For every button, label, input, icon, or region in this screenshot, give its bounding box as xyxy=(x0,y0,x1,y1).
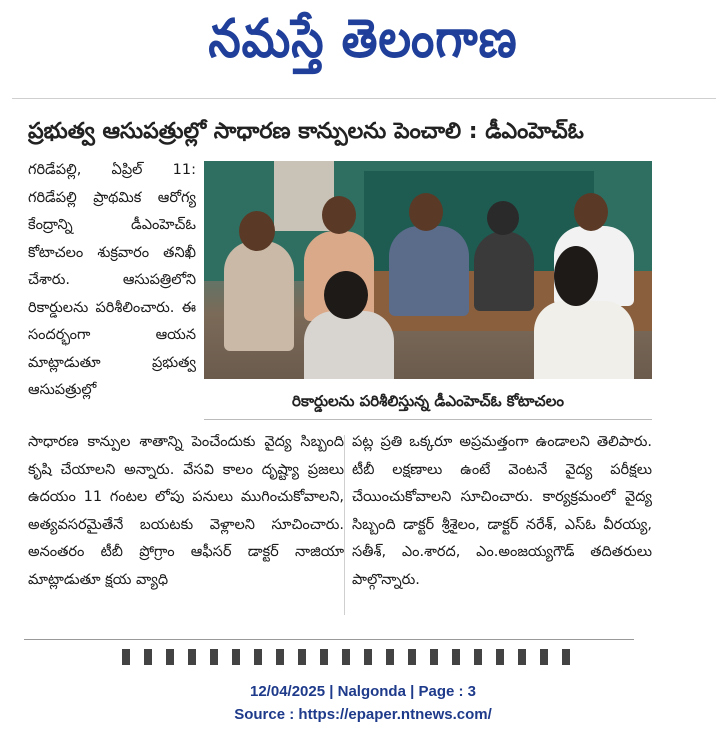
article-headline: ప్రభుత్వ ఆసుపత్రుల్లో సాధారణ కాన్పులను పెంచాలి : డీఎంహెచ్ఓ xyxy=(28,119,584,144)
masthead xyxy=(0,0,726,90)
photo-caption: రికార్డులను పరిశీలిస్తున్న డీఎంహెచ్ఓ కోటాచలం xyxy=(204,383,652,420)
article-lead-column xyxy=(28,157,196,405)
footer-date-edition: 12/04/2025 | Nalgonda | Page : 3 xyxy=(250,683,476,700)
article-body-left xyxy=(28,429,344,594)
clipping-footer xyxy=(0,680,726,726)
footer-source: Source : https://epaper.ntnews.com/ xyxy=(234,706,492,723)
article-lead: గరిడేపల్లి, ఏప్రిల్ 11: గరిడేపల్లి ప్రాథమిక ఆరోగ్య కేంద్రాన్ని డీఎంహెచ్ఓ కోటాచలం శుక్రవారం తనిఖీ చేశారు. ఆసుపత్రిలోని రికార్డులను పరిశీలించారు. ఈ సందర్భంగా ఆయన మాట్లాడుతూ ప్రభుత్వ ఆసుపత్రుల్లో xyxy=(28,162,196,398)
article-bottom-rule xyxy=(24,639,634,640)
column-divider xyxy=(344,435,345,615)
newspaper-logo: నమస్తే తెలంగాణ xyxy=(208,7,518,70)
article-clipping xyxy=(12,98,716,665)
cropped-next-headline xyxy=(122,649,582,665)
article-photo xyxy=(204,161,652,379)
article-body-left-text: సాధారణ కాన్పుల శాతాన్ని పెంచేందుకు వైద్య సిబ్బంది కృషి చేయాలని అన్నారు. వేసవి కాలం దృష్ట్యా ప్రజలు ఉదయం 11 గంటల లోపు పనులు ముగించుకోవాలని, అత్యవసరమైతేనే బయటకు వెళ్లాలని సూచించారు. అనంతరం టీబీ ప్రోగ్రాం ఆఫీసర్ డాక్టర్ నాజియా మాట్లాడుతూ క్షయ వ్యాధి xyxy=(28,434,344,588)
article-body-right-text: పట్ల ప్రతి ఒక్కరూ అప్రమత్తంగా ఉండాలని తెలిపారు. టీబీ లక్షణాలు ఉంటే వెంటనే వైద్య పరీక్షలు చేయించుకోవాలని సూచించారు. కార్యక్రమంలో వైద్య సిబ్బంది డాక్టర్ శ్రీశైలం, డాక్టర్ నరేశ్, ఎస్ఓ వీరయ్య, సతీశ్, ఎం.శారద, ఎం.అంజయ్యగౌడ్ తదితరులు పాల్గొన్నారు. xyxy=(352,434,652,588)
article-body-right xyxy=(352,429,652,594)
